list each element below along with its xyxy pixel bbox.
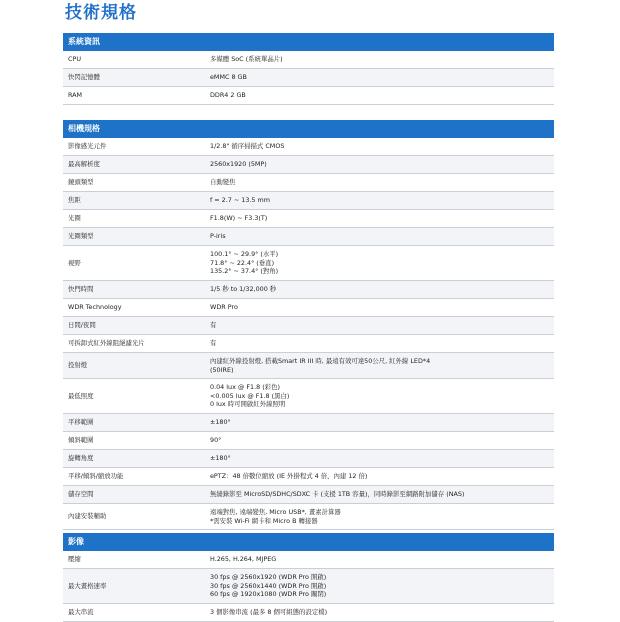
spec-label: WDR Technology xyxy=(68,303,122,312)
video-section xyxy=(63,533,554,622)
spec-value: 90° xyxy=(210,436,222,445)
spec-row xyxy=(63,156,554,174)
spec-row xyxy=(63,379,554,414)
spec-label: 平移/傾斜/縮放功能 xyxy=(68,472,124,481)
spec-label: 鏡頭類型 xyxy=(68,178,94,187)
spec-label: RAM xyxy=(68,91,83,100)
spec-row xyxy=(63,87,554,105)
spec-value: 多媒體 SoC (系統單晶片) xyxy=(210,55,283,64)
spec-value: ePTZ：48 倍數位縮放 (IE 外掛程式 4 倍，內建 12 倍) xyxy=(210,472,368,481)
spec-value: ±180° xyxy=(210,454,231,463)
spec-label: 光圈類型 xyxy=(68,232,94,241)
spec-value: WDR Pro xyxy=(210,303,238,312)
spec-row xyxy=(63,504,554,530)
system-info-section xyxy=(63,33,554,105)
spec-value: 內建紅外線投射燈, 搭載Smart IR III 時, 最遠有效可達50公尺, 紅外線 LED*4 (50IRE) xyxy=(210,357,431,374)
spec-label: 傾斜範圍 xyxy=(68,436,94,445)
spec-row xyxy=(63,432,554,450)
spec-row xyxy=(63,450,554,468)
spec-label: 快門時間 xyxy=(68,285,94,294)
spec-label: 可拆卸式紅外線阻絕濾光片 xyxy=(68,339,145,348)
section-header: 影像 xyxy=(63,533,554,551)
spec-row xyxy=(63,486,554,504)
spec-label: 儲存空間 xyxy=(68,490,94,499)
spec-row xyxy=(63,192,554,210)
spec-row xyxy=(63,317,554,335)
spec-value: F1.8(W) ~ F3.3(T) xyxy=(210,214,268,223)
spec-row xyxy=(63,299,554,317)
spec-label: 壓縮 xyxy=(68,555,81,564)
spec-value: 30 fps @ 2560x1920 (WDR Pro 開啟) 30 fps @ 2560x1440 (WDR Pro 開啟) 60 fps @ 1920x1080 (WDR Pro 關閉) xyxy=(210,573,327,599)
spec-value: 無縫錄影至 MicroSD/SDHC/SDXC 卡 (支援 1TB 容量)，同時錄影至網路附加儲存 (NAS) xyxy=(210,490,465,499)
spec-row xyxy=(63,138,554,156)
spec-row xyxy=(63,174,554,192)
spec-value: 遠端對焦, 遠端變焦, Micro USB*, 畫素計算器 *需安裝 Wi-Fi 網卡和 Micro B 轉接器 xyxy=(210,508,341,525)
spec-row xyxy=(63,210,554,228)
spec-label: 視野 xyxy=(68,258,81,267)
spec-value: ±180° xyxy=(210,418,231,427)
spec-value: 1/2.8" 循序掃描式 CMOS xyxy=(210,142,285,151)
spec-label: 平移範圍 xyxy=(68,418,94,427)
spec-value: 2560x1920 (5MP) xyxy=(210,160,267,169)
spec-value: 有 xyxy=(210,321,217,330)
spec-label: 最大畫格速率 xyxy=(68,581,107,590)
spec-row xyxy=(63,551,554,569)
spec-row xyxy=(63,468,554,486)
spec-value: 1/5 秒 to 1/32,000 秒 xyxy=(210,285,277,294)
spec-label: 最高解析度 xyxy=(68,160,100,169)
spec-row xyxy=(63,281,554,299)
spec-label: 最低照度 xyxy=(68,391,94,400)
spec-row xyxy=(63,353,554,379)
spec-value: eMMC 8 GB xyxy=(210,73,247,82)
spec-row xyxy=(63,246,554,281)
spec-value: P-iris xyxy=(210,232,226,241)
spec-label: 影像感光元件 xyxy=(68,142,107,151)
spec-value: H.265, H.264, MJPEG xyxy=(210,555,277,564)
spec-value: 自動變焦 xyxy=(210,178,236,187)
spec-row xyxy=(63,604,554,622)
spec-value: 有 xyxy=(210,339,217,348)
spec-label: 旋轉角度 xyxy=(68,454,94,463)
spec-row xyxy=(63,335,554,353)
section-header: 相機規格 xyxy=(63,120,554,138)
spec-label: 快閃記憶體 xyxy=(68,73,100,82)
spec-value: 100.1° ~ 29.9° (水平) 71.8° ~ 22.4° (垂直) 135.2° ~ 37.4° (對角) xyxy=(210,250,279,276)
spec-label: 焦距 xyxy=(68,196,81,205)
spec-label: 內建安裝輔助 xyxy=(68,512,107,521)
camera-spec-section xyxy=(63,120,554,530)
page-title: 技術規格 xyxy=(65,3,137,23)
spec-label: 光圈 xyxy=(68,214,81,223)
spec-value: 3 個影像串流 (最多 8 個可組態的設定檔) xyxy=(210,608,328,617)
spec-label: 最大串流 xyxy=(68,608,94,617)
spec-row xyxy=(63,69,554,87)
spec-row xyxy=(63,569,554,604)
spec-row xyxy=(63,51,554,69)
spec-value: 0.04 lux @ F1.8 (彩色) <0.005 lux @ F1.8 (黑白) 0 lux 時可開啟紅外線照明 xyxy=(210,383,290,409)
spec-value: f = 2.7 ~ 13.5 mm xyxy=(210,196,270,205)
spec-label: 日間/夜間 xyxy=(68,321,96,330)
section-header: 系統資訊 xyxy=(63,33,554,51)
spec-row xyxy=(63,228,554,246)
spec-row xyxy=(63,414,554,432)
spec-value: DDR4 2 GB xyxy=(210,91,246,100)
spec-label: 投射燈 xyxy=(68,361,88,370)
spec-label: CPU xyxy=(68,55,81,64)
